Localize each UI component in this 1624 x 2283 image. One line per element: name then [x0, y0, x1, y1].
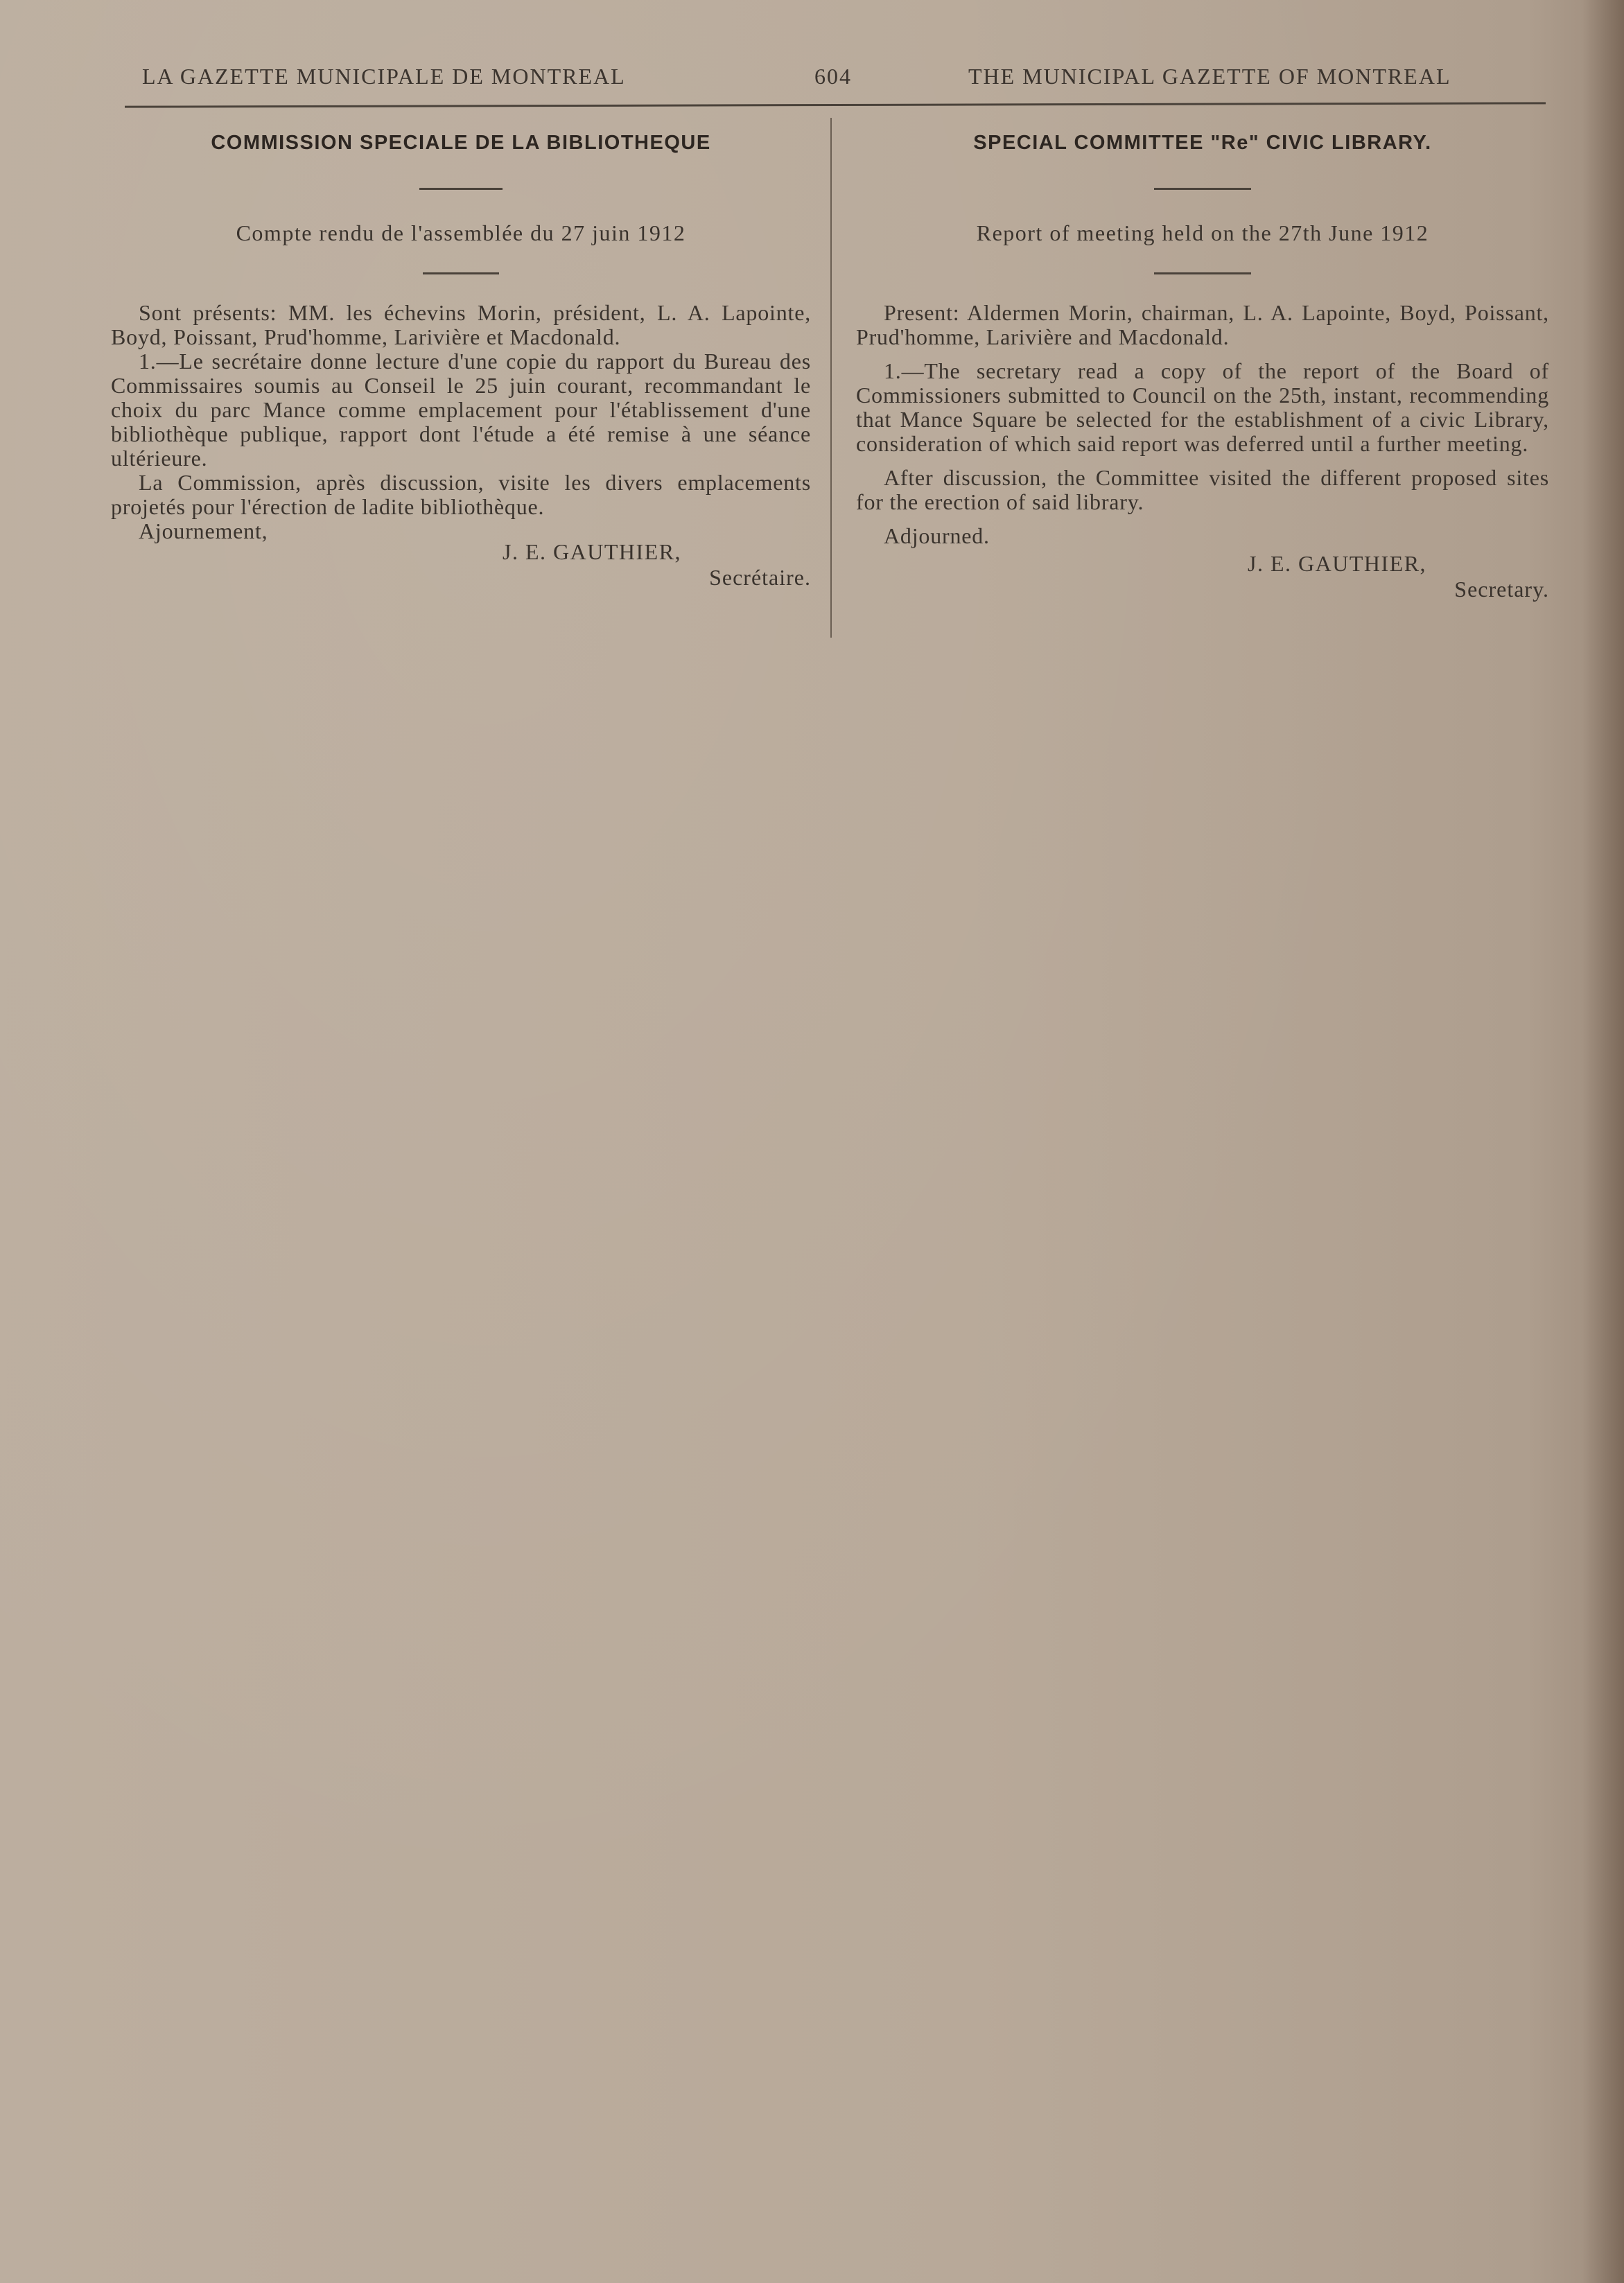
english-meeting-line: Report of meeting held on the 27th June 1912: [976, 220, 1429, 245]
header-french-title: LA GAZETTE MUNICIPALE DE MONTREAL: [142, 64, 626, 89]
english-item-1: 1.—The secretary read a copy of the report of the Board of Commissioners submitted to Council on the 25th, instant, recommending that Mance Square be selected for the establishment of a civic Library, consideration of which said report was deferred until a further meeting.: [856, 358, 1549, 456]
header-english-title: THE MUNICIPAL GAZETTE OF MONTREAL: [968, 64, 1451, 89]
page-header: [142, 64, 1521, 98]
page-number: 604: [814, 64, 852, 89]
english-column: [856, 132, 1549, 602]
french-meeting-line: Compte rendu de l'assemblée du 27 juin 1912: [236, 220, 686, 245]
french-column: [111, 132, 811, 591]
french-adjournment: Ajournement,: [139, 518, 268, 543]
column-divider: [830, 118, 832, 638]
header-rule: [125, 102, 1546, 107]
english-section-title: SPECIAL COMMITTEE "Re" CIVIC LIBRARY.: [973, 132, 1432, 154]
english-title-rule: [1154, 188, 1251, 190]
french-discussion: La Commission, après discussion, visite les divers emplacements projetés pour l'érection de ladite bibliothèque.: [111, 470, 811, 519]
french-title-rule: [419, 188, 503, 190]
english-discussion: After discussion, the Committee visited the different proposed sites for the erection of said library.: [856, 465, 1549, 514]
french-present-paragraph: Sont présents: MM. les échevins Morin, président, L. A. Lapointe, Boyd, Poissant, Prud'homme, Larivière et Macdonald.: [111, 300, 811, 349]
english-meeting-rule: [1154, 272, 1251, 274]
french-signature-role: Secrétaire.: [709, 565, 811, 590]
french-meeting-rule: [423, 272, 499, 274]
english-signature-role: Secretary.: [1454, 577, 1549, 602]
french-item-1: 1.—Le secrétaire donne lecture d'une copie du rapport du Bureau des Commissaires soumis au Conseil le 25 juin courant, recommandant le choix du parc Mance comme emplacement pour l'établissement d'une bibliothèque publique, rapport dont l'étude a été remise à une séance ultérieure.: [111, 349, 811, 471]
french-signature-name: J. E. GAUTHIER,: [503, 539, 682, 564]
page-edge-shadow: [1582, 0, 1624, 2283]
english-present-paragraph: Present: Aldermen Morin, chairman, L. A. Lapointe, Boyd, Poissant, Prud'homme, Larivière and Macdonald.: [856, 300, 1549, 349]
french-section-title: COMMISSION SPECIALE DE LA BIBLIOTHEQUE: [211, 132, 711, 154]
english-adjournment: Adjourned.: [884, 523, 990, 548]
english-signature-name: J. E. GAUTHIER,: [1248, 551, 1427, 576]
